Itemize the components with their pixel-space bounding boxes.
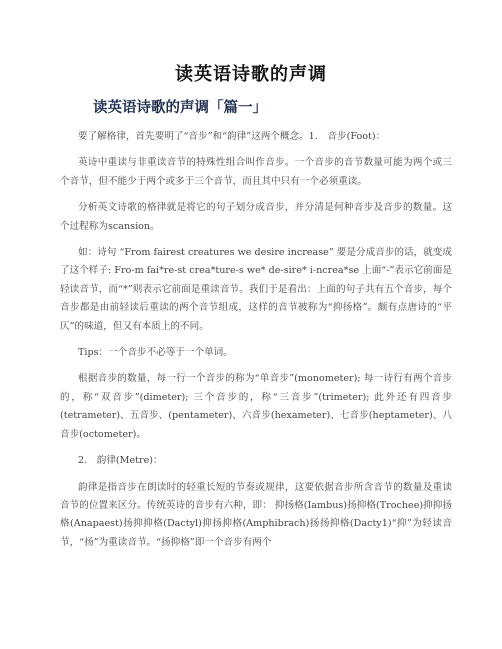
paragraph: 要了解格律，首先要明了“音步”和“韵律”这两个概念。1. 音步(Foot)： bbox=[78, 131, 386, 142]
paragraph: 根据音步的数量，每一行一个音步的称为“单音步”(monometer); 每一诗行有两个音步的，称“双音步”(dimeter); 三个音步的，称“三音步”(trimeter); 此外还有四音步(tetrameter)、五音步、(pentameter)、六音步(hexameter)、七音步(heptameter)、八音步(octometer)。 bbox=[60, 373, 452, 440]
document-title: 读英语诗歌的声调 bbox=[175, 64, 327, 85]
document-body bbox=[60, 128, 452, 560]
paragraph: 分析英文诗歌的格律就是将它的句子划分成音步，并分清是何种音步及音步的数量。这个过程称为scansion。 bbox=[60, 202, 452, 232]
paragraph: Tips：一个音步不必等于一个单词。 bbox=[78, 347, 233, 359]
paragraph: 韵律是指音步在朗读时的轻重长短的节奏或规律，这要依据音步所含音节的数量及重读音节的位置来区分。传统英诗的音步有六种，即： 抑扬格(Iambus)扬抑格(Trochee)抑抑扬格(Anapaest)扬抑抑格(Dactyl)抑扬抑格(Amphibrach)扬扬抑格(Dacty1)“抑”为轻读音节，“扬”为重读音节。“扬抑格”即一个音步有两个 bbox=[60, 481, 452, 548]
section-heading: 读英语诗歌的声调「篇一」 bbox=[93, 99, 267, 116]
paragraph: 如：诗句 “From fairest creatures we desire increase” 要是分成音步的话，就变成了这个样子: Fro-m fai*re-st crea*ture-s we* de-sire* i-ncrea*se 上面“-”表示它前面是轻读音节，而“*”则表示它前面是重读音节。我们于是看出：上面的句子共有五个音步，每个音步都是由前轻读后重读的两个音节组成，这样的音节被称为“抑扬格”。颇有点唐诗的“平仄”的味道，但又有本质上的不同。 bbox=[60, 247, 452, 332]
paragraph: 2. 韵律(Metre)： bbox=[78, 455, 163, 467]
paragraph: 英诗中重读与非重读音节的特殊性组合叫作音步。一个音步的音节数量可能为两个或三个音节，但不能少于两个或多于三个音节，而且其中只有一个必须重读。 bbox=[60, 157, 452, 187]
